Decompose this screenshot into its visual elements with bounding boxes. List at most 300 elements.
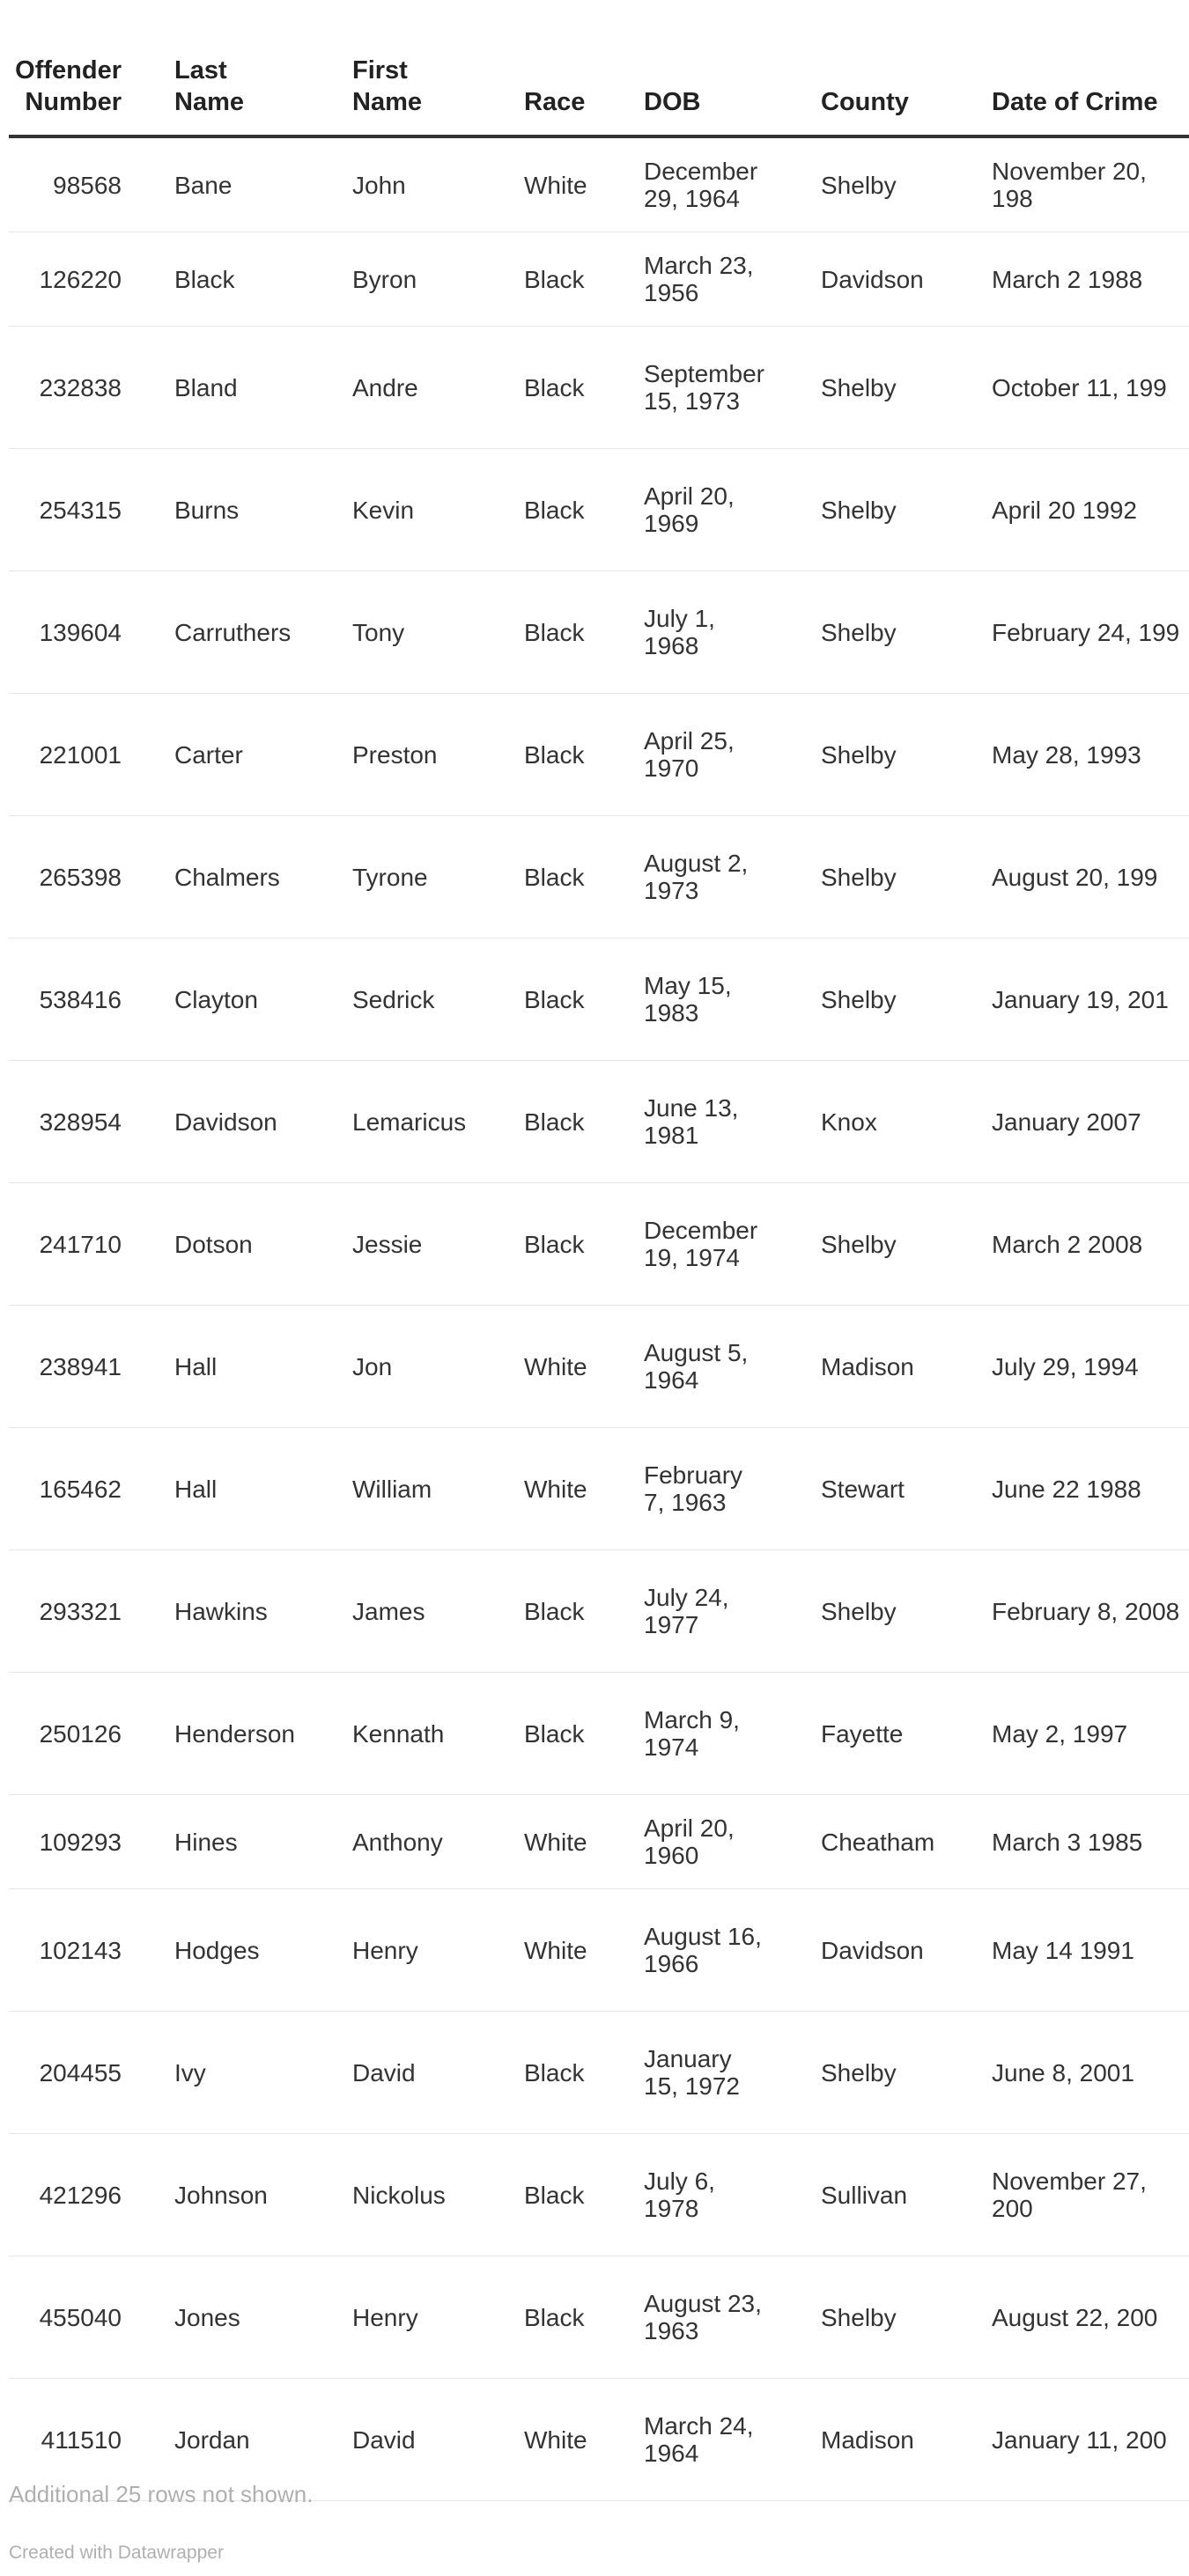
cell-text: November 27, 200 <box>992 2168 1147 2222</box>
cell-text: Black <box>524 1597 585 1625</box>
cell-text: 411510 <box>41 2425 122 2454</box>
cell-dob <box>591 2012 768 2134</box>
cell-text: Jones <box>174 2303 240 2331</box>
cell-first-name <box>299 1061 471 1183</box>
cell-text: Bane <box>174 171 233 199</box>
cell-text: Bland <box>174 373 238 401</box>
cell-text: 328954 <box>39 1108 122 1136</box>
cell-dob <box>591 1795 768 1889</box>
cell-county <box>768 2379 939 2501</box>
cell-text: Black <box>524 985 585 1013</box>
cell-text: 238941 <box>39 1352 122 1380</box>
cell-text: Ivy <box>174 2058 206 2087</box>
cell-date-of-crime <box>939 2134 1189 2256</box>
cell-last-name <box>122 1889 299 2012</box>
cell-first-name <box>299 232 471 327</box>
cell-last-name <box>122 1550 299 1673</box>
table-row <box>9 1183 1189 1306</box>
cell-text: March 2 1988 <box>992 265 1143 293</box>
cell-text: Davidson <box>821 265 924 293</box>
header-row <box>9 0 1189 136</box>
cell-text: November 20, 198 <box>992 158 1147 212</box>
cell-text: Preston <box>352 740 438 769</box>
cell-first-name <box>299 1795 471 1889</box>
table-row <box>9 1061 1189 1183</box>
cell-offender-number <box>9 1550 122 1673</box>
cell-text: 538416 <box>39 985 122 1013</box>
cell-text: Shelby <box>821 496 897 524</box>
cell-text: John <box>352 171 406 199</box>
cell-date-of-crime <box>939 1795 1189 1889</box>
cell-dob <box>591 938 768 1061</box>
cell-text: Black <box>524 1719 585 1748</box>
table-row <box>9 2012 1189 2134</box>
cell-text: July 24, 1977 <box>644 1584 729 1638</box>
cell-text: July 29, 1994 <box>992 1352 1139 1380</box>
cell-race <box>471 1428 591 1550</box>
offender-table <box>9 0 1189 2501</box>
cell-text: January 2007 <box>992 1108 1141 1136</box>
cell-county <box>768 449 939 571</box>
cell-dob <box>591 327 768 449</box>
cell-offender-number <box>9 1795 122 1889</box>
datawrapper-credit: Created with Datawrapper <box>9 2543 224 2563</box>
cell-text: January 19, 201 <box>992 985 1169 1013</box>
cell-text: Andre <box>352 373 418 401</box>
header-offender-number[interactable] <box>9 0 122 136</box>
cell-race <box>471 136 591 232</box>
cell-text: White <box>524 171 587 199</box>
cell-last-name <box>122 449 299 571</box>
cell-last-name <box>122 694 299 816</box>
cell-text: Black <box>524 2181 585 2209</box>
cell-date-of-crime <box>939 136 1189 232</box>
cell-first-name <box>299 1183 471 1306</box>
cell-offender-number <box>9 327 122 449</box>
cell-text: February 8, 2008 <box>992 1597 1180 1625</box>
cell-text: 221001 <box>39 740 122 769</box>
cell-text: 254315 <box>39 496 122 524</box>
header-date-of-crime[interactable] <box>939 0 1189 136</box>
cell-first-name <box>299 571 471 694</box>
header-label: DOB <box>644 88 701 116</box>
cell-text: April 25, 1970 <box>644 727 735 782</box>
cell-date-of-crime <box>939 571 1189 694</box>
header-race[interactable] <box>471 0 591 136</box>
cell-text: 98568 <box>53 171 122 199</box>
cell-text: White <box>524 1475 587 1503</box>
cell-text: Kevin <box>352 496 415 524</box>
cell-race <box>471 1061 591 1183</box>
cell-county <box>768 1889 939 2012</box>
cell-text: Hall <box>174 1352 218 1380</box>
cell-text: Hawkins <box>174 1597 268 1625</box>
cell-text: March 24, 1964 <box>644 2412 754 2467</box>
cell-text: Black <box>524 373 585 401</box>
cell-race <box>471 816 591 938</box>
cell-race <box>471 1673 591 1795</box>
cell-offender-number <box>9 136 122 232</box>
cell-text: Lemaricus <box>352 1108 467 1136</box>
cell-county <box>768 694 939 816</box>
cell-offender-number <box>9 232 122 327</box>
cell-text: April 20, 1969 <box>644 482 735 537</box>
cell-text: Shelby <box>821 171 897 199</box>
cell-date-of-crime <box>939 816 1189 938</box>
cell-first-name <box>299 2256 471 2379</box>
cell-dob <box>591 1061 768 1183</box>
header-dob[interactable] <box>591 0 768 136</box>
table-row <box>9 816 1189 938</box>
cell-offender-number <box>9 694 122 816</box>
cell-dob <box>591 1306 768 1428</box>
cell-dob <box>591 816 768 938</box>
cell-first-name <box>299 136 471 232</box>
cell-text: 421296 <box>39 2181 122 2209</box>
table-row <box>9 694 1189 816</box>
cell-text: 293321 <box>39 1597 122 1625</box>
cell-text: Shelby <box>821 2058 897 2087</box>
cell-race <box>471 1889 591 2012</box>
cell-text: Shelby <box>821 863 897 891</box>
table-row <box>9 2256 1189 2379</box>
cell-text: Shelby <box>821 1230 897 1258</box>
cell-date-of-crime <box>939 694 1189 816</box>
cell-date-of-crime <box>939 2379 1189 2501</box>
cell-text: March 9, 1974 <box>644 1706 740 1761</box>
table-row <box>9 232 1189 327</box>
cell-text: 165462 <box>39 1475 122 1503</box>
cell-first-name <box>299 327 471 449</box>
cell-dob <box>591 1889 768 2012</box>
cell-first-name <box>299 2379 471 2501</box>
cell-text: Black <box>174 265 235 293</box>
cell-race <box>471 571 591 694</box>
cell-text: Jordan <box>174 2425 250 2454</box>
cell-text: Black <box>524 2303 585 2331</box>
cell-text: White <box>524 1352 587 1380</box>
cell-text: Johnson <box>174 2181 268 2209</box>
cell-text: May 28, 1993 <box>992 740 1141 769</box>
cell-race <box>471 1795 591 1889</box>
cell-date-of-crime <box>939 1550 1189 1673</box>
cell-text: 139604 <box>39 618 122 646</box>
cell-text: Kennath <box>352 1719 445 1748</box>
cell-text: Fayette <box>821 1719 904 1748</box>
cell-offender-number <box>9 1428 122 1550</box>
cell-first-name <box>299 694 471 816</box>
cell-race <box>471 2012 591 2134</box>
cell-dob <box>591 2379 768 2501</box>
cell-text: Shelby <box>821 985 897 1013</box>
cell-county <box>768 1061 939 1183</box>
cell-text: Chalmers <box>174 863 280 891</box>
cell-race <box>471 232 591 327</box>
cell-text: August 23, 1963 <box>644 2290 762 2344</box>
table-header <box>9 0 1189 136</box>
cell-text: White <box>524 2425 587 2454</box>
cell-date-of-crime <box>939 2256 1189 2379</box>
cell-text: August 20, 199 <box>992 863 1158 891</box>
cell-race <box>471 1306 591 1428</box>
cell-county <box>768 327 939 449</box>
cell-text: Knox <box>821 1108 877 1136</box>
cell-text: Sedrick <box>352 985 435 1013</box>
cell-offender-number <box>9 816 122 938</box>
cell-text: May 14 1991 <box>992 1936 1134 1964</box>
cell-offender-number <box>9 1061 122 1183</box>
cell-dob <box>591 2134 768 2256</box>
cell-county <box>768 1306 939 1428</box>
cell-text: August 5, 1964 <box>644 1339 749 1394</box>
header-county[interactable] <box>768 0 939 136</box>
cell-text: October 11, 199 <box>992 373 1167 401</box>
table-row <box>9 136 1189 232</box>
cell-text: May 15, 1983 <box>644 972 732 1027</box>
table-row <box>9 449 1189 571</box>
cell-text: December 19, 1974 <box>644 1217 758 1271</box>
cell-last-name <box>122 1306 299 1428</box>
cell-date-of-crime <box>939 1061 1189 1183</box>
cell-text: William <box>352 1475 432 1503</box>
cell-text: Dotson <box>174 1230 253 1258</box>
cell-text: Hall <box>174 1475 218 1503</box>
cell-date-of-crime <box>939 938 1189 1061</box>
cell-text: Black <box>524 863 585 891</box>
cell-date-of-crime <box>939 449 1189 571</box>
cell-last-name <box>122 1183 299 1306</box>
cell-text: 250126 <box>39 1719 122 1748</box>
cell-dob <box>591 694 768 816</box>
cell-offender-number <box>9 571 122 694</box>
cell-text: 204455 <box>39 2058 122 2087</box>
cell-text: David <box>352 2425 416 2454</box>
cell-text: June 13, 1981 <box>644 1094 739 1149</box>
cell-text: Hodges <box>174 1936 260 1964</box>
cell-text: March 23, 1956 <box>644 252 754 306</box>
table-row <box>9 1795 1189 1889</box>
cell-text: James <box>352 1597 425 1625</box>
cell-text: Shelby <box>821 2303 897 2331</box>
header-label: Date of Crime <box>992 88 1158 116</box>
cell-text: December 29, 1964 <box>644 158 758 212</box>
cell-first-name <box>299 1550 471 1673</box>
cell-last-name <box>122 136 299 232</box>
cell-text: June 8, 2001 <box>992 2058 1134 2087</box>
header-label: Race <box>524 88 586 116</box>
cell-text: 109293 <box>39 1828 122 1856</box>
cell-text: White <box>524 1936 587 1964</box>
cell-first-name <box>299 1673 471 1795</box>
cell-text: August 16, 1966 <box>644 1923 762 1977</box>
table-body <box>9 136 1189 2501</box>
cell-text: April 20, 1960 <box>644 1814 735 1869</box>
cell-last-name <box>122 816 299 938</box>
cell-text: Shelby <box>821 618 897 646</box>
cell-text: 232838 <box>39 373 122 401</box>
cell-text: April 20 1992 <box>992 496 1138 524</box>
cell-text: Madison <box>821 1352 914 1380</box>
cell-first-name <box>299 1889 471 2012</box>
cell-last-name <box>122 571 299 694</box>
cell-text: Black <box>524 1230 585 1258</box>
cell-offender-number <box>9 449 122 571</box>
cell-text: 265398 <box>39 863 122 891</box>
cell-last-name <box>122 232 299 327</box>
cell-dob <box>591 2256 768 2379</box>
cell-last-name <box>122 1061 299 1183</box>
table-row <box>9 327 1189 449</box>
cell-first-name <box>299 1428 471 1550</box>
header-label: First Name <box>352 56 422 116</box>
cell-text: March 2 2008 <box>992 1230 1143 1258</box>
cell-race <box>471 938 591 1061</box>
cell-first-name <box>299 2012 471 2134</box>
cell-last-name <box>122 1673 299 1795</box>
cell-text: Black <box>524 618 585 646</box>
cell-dob <box>591 136 768 232</box>
cell-text: 126220 <box>39 265 122 293</box>
cell-text: January 11, 200 <box>992 2425 1167 2454</box>
cell-text: Henry <box>352 1936 418 1964</box>
cell-offender-number <box>9 2134 122 2256</box>
rows-not-shown-note: Additional 25 rows not shown. <box>9 2481 314 2507</box>
cell-offender-number <box>9 1673 122 1795</box>
cell-text: 102143 <box>39 1936 122 1964</box>
cell-dob <box>591 1673 768 1795</box>
cell-text: Henderson <box>174 1719 295 1748</box>
cell-first-name <box>299 449 471 571</box>
cell-county <box>768 2134 939 2256</box>
cell-race <box>471 1550 591 1673</box>
cell-dob <box>591 1183 768 1306</box>
cell-text: February 7, 1963 <box>644 1461 743 1516</box>
cell-text: May 2, 1997 <box>992 1719 1128 1748</box>
header-label: Offender Number <box>15 56 122 116</box>
cell-text: January 15, 1972 <box>644 2045 740 2100</box>
cell-text: Byron <box>352 265 417 293</box>
cell-text: Jon <box>352 1352 393 1380</box>
cell-text: August 22, 200 <box>992 2303 1158 2331</box>
header-last-name[interactable] <box>122 0 299 136</box>
cell-date-of-crime <box>939 232 1189 327</box>
cell-text: White <box>524 1828 587 1856</box>
cell-text: February 24, 199 <box>992 618 1180 646</box>
cell-date-of-crime <box>939 327 1189 449</box>
cell-text: July 6, 1978 <box>644 2168 715 2222</box>
cell-text: Burns <box>174 496 240 524</box>
cell-county <box>768 816 939 938</box>
cell-offender-number <box>9 2012 122 2134</box>
cell-text: Clayton <box>174 985 258 1013</box>
cell-race <box>471 449 591 571</box>
cell-text: September 15, 1973 <box>644 360 764 415</box>
cell-last-name <box>122 2256 299 2379</box>
cell-county <box>768 1795 939 1889</box>
cell-race <box>471 2256 591 2379</box>
header-label: County <box>821 88 909 116</box>
cell-offender-number <box>9 1183 122 1306</box>
cell-first-name <box>299 816 471 938</box>
cell-race <box>471 2379 591 2501</box>
cell-text: Black <box>524 2058 585 2087</box>
table-row <box>9 1889 1189 2012</box>
cell-text: Shelby <box>821 1597 897 1625</box>
cell-dob <box>591 449 768 571</box>
cell-last-name <box>122 2012 299 2134</box>
cell-county <box>768 1673 939 1795</box>
cell-text: Carter <box>174 740 243 769</box>
cell-last-name <box>122 938 299 1061</box>
cell-county <box>768 2256 939 2379</box>
cell-race <box>471 1183 591 1306</box>
cell-offender-number <box>9 1889 122 2012</box>
cell-first-name <box>299 938 471 1061</box>
cell-date-of-crime <box>939 2012 1189 2134</box>
cell-text: Black <box>524 740 585 769</box>
cell-text: Davidson <box>821 1936 924 1964</box>
cell-text: June 22 1988 <box>992 1475 1141 1503</box>
cell-date-of-crime <box>939 1306 1189 1428</box>
cell-first-name <box>299 2134 471 2256</box>
cell-text: March 3 1985 <box>992 1828 1143 1856</box>
cell-date-of-crime <box>939 1428 1189 1550</box>
header-label: Last Name <box>174 56 244 116</box>
cell-text: 241710 <box>39 1230 122 1258</box>
table-row <box>9 1306 1189 1428</box>
table-row <box>9 1550 1189 1673</box>
cell-text: Sullivan <box>821 2181 908 2209</box>
header-first-name[interactable] <box>299 0 471 136</box>
cell-text: David <box>352 2058 416 2087</box>
cell-last-name <box>122 2134 299 2256</box>
cell-text: Jessie <box>352 1230 423 1258</box>
cell-text: Shelby <box>821 740 897 769</box>
cell-county <box>768 232 939 327</box>
cell-text: Shelby <box>821 373 897 401</box>
table-row <box>9 1428 1189 1550</box>
cell-dob <box>591 1428 768 1550</box>
cell-county <box>768 571 939 694</box>
cell-county <box>768 1550 939 1673</box>
cell-last-name <box>122 327 299 449</box>
cell-text: Nickolus <box>352 2181 446 2209</box>
cell-text: Stewart <box>821 1475 905 1503</box>
cell-text: Black <box>524 496 585 524</box>
cell-race <box>471 2134 591 2256</box>
cell-text: 455040 <box>39 2303 122 2331</box>
cell-date-of-crime <box>939 1183 1189 1306</box>
cell-text: Tyrone <box>352 863 428 891</box>
cell-dob <box>591 571 768 694</box>
cell-text: Anthony <box>352 1828 443 1856</box>
cell-text: Madison <box>821 2425 914 2454</box>
cell-text: Henry <box>352 2303 418 2331</box>
cell-county <box>768 2012 939 2134</box>
cell-county <box>768 136 939 232</box>
cell-offender-number <box>9 2256 122 2379</box>
cell-text: Carruthers <box>174 618 292 646</box>
cell-text: Cheatham <box>821 1828 935 1856</box>
table-row <box>9 938 1189 1061</box>
cell-text: Davidson <box>174 1108 277 1136</box>
cell-text: July 1, 1968 <box>644 605 715 659</box>
cell-first-name <box>299 1306 471 1428</box>
table-row <box>9 571 1189 694</box>
table-row <box>9 1673 1189 1795</box>
cell-text: Black <box>524 1108 585 1136</box>
cell-last-name <box>122 1795 299 1889</box>
